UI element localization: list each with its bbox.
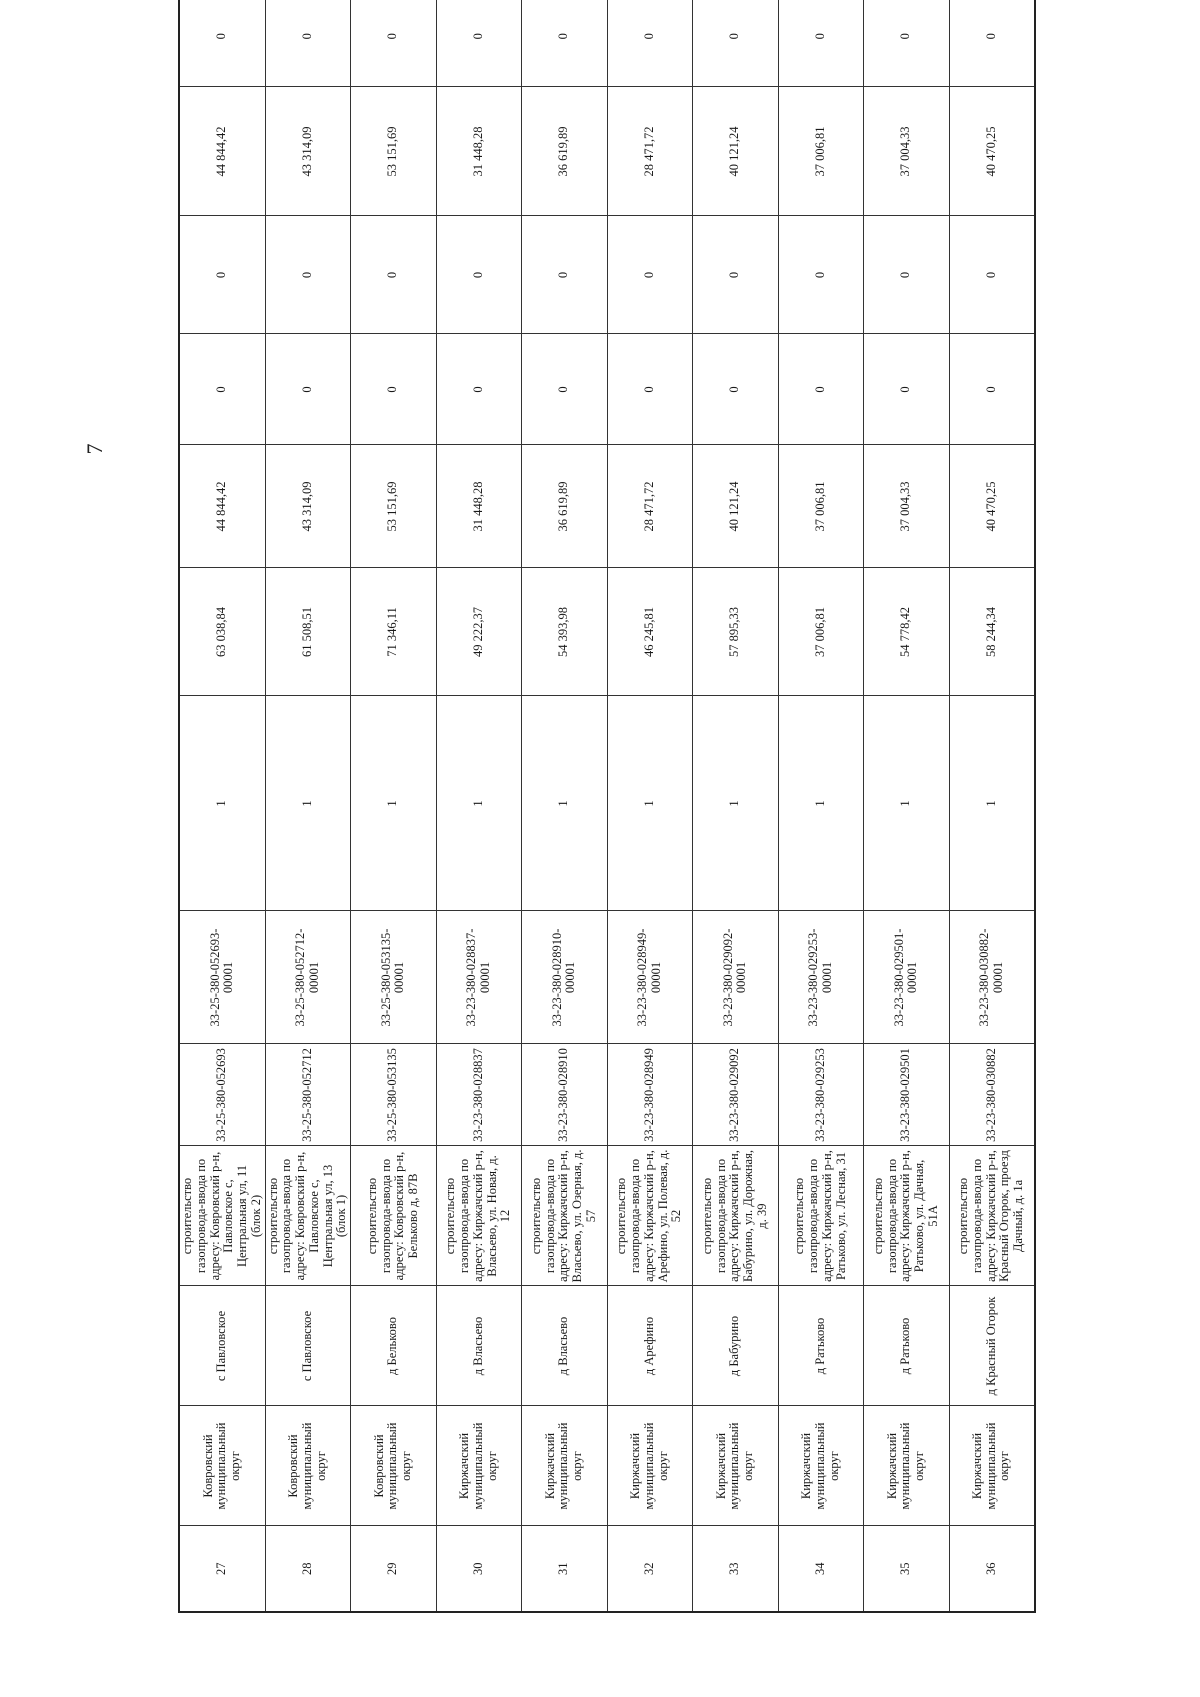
object-address: строительство газопровода-ввода по адресу: Ковровский р-н, Павловское с, Центральная ул, 11 (блок 2) (179, 1146, 265, 1286)
table-body (179, 0, 1035, 1612)
cadastral-id: 33-23-380-029092 (693, 1044, 779, 1146)
zero-value: 0 (436, 0, 522, 87)
zero-value: 0 (693, 216, 779, 334)
zero-value: 0 (778, 0, 864, 87)
district: Киржачский муниципальный округ (864, 1406, 950, 1526)
district: Киржачский муниципальный округ (522, 1406, 608, 1526)
cadastral-id: 33-23-380-029253 (778, 1044, 864, 1146)
cost-value: 36 619,89 (522, 445, 608, 568)
subsidy-value: 37 004,33 (864, 87, 950, 216)
object-address: строительство газопровода-ввода по адресу: Ковровский р-н, Бельково д, 87В (351, 1146, 437, 1286)
table-row (693, 0, 779, 1612)
district: Киржачский муниципальный округ (607, 1406, 693, 1526)
cadastral-id: 33-23-380-030882 (949, 1044, 1035, 1146)
cost-value: 37 006,81 (778, 445, 864, 568)
table-row (265, 0, 351, 1612)
quantity: 1 (693, 696, 779, 911)
quantity: 1 (522, 696, 608, 911)
object-id: 33-23-380-028837-00001 (436, 911, 522, 1044)
zero-value: 0 (864, 216, 950, 334)
zero-value: 0 (864, 0, 950, 87)
cadastral-id: 33-23-380-028837 (436, 1044, 522, 1146)
cost-value: 37 004,33 (864, 445, 950, 568)
cost-value: 53 151,69 (351, 445, 437, 568)
cadastral-id: 33-23-380-029501 (864, 1044, 950, 1146)
object-address: строительство газопровода-ввода по адресу: Киржачский р-н, Ратьково, ул. Дачная, 51А (864, 1146, 950, 1286)
zero-value: 0 (522, 216, 608, 334)
object-id: 33-25-380-052712-00001 (265, 911, 351, 1044)
subsidy-value: 53 151,69 (351, 87, 437, 216)
row-number: 30 (436, 1526, 522, 1612)
table-row (351, 0, 437, 1612)
zero-value: 0 (351, 0, 437, 87)
object-address: строительство газопровода-ввода по адресу: Киржачский р-н, Арефино, ул. Полевая, д. 52 (607, 1146, 693, 1286)
object-address: строительство газопровода-ввода по адресу: Киржачский р-н, Ратьково, ул. Лесная, 31 (778, 1146, 864, 1286)
subsidy-value: 31 448,28 (436, 87, 522, 216)
total-cost: 49 222,37 (436, 568, 522, 696)
object-address: строительство газопровода-ввода по адресу: Киржачский р-н, Власьево, ул. Новая, д. 12 (436, 1146, 522, 1286)
zero-value: 0 (693, 334, 779, 445)
row-number: 27 (179, 1526, 265, 1612)
quantity: 1 (778, 696, 864, 911)
zero-value: 0 (265, 216, 351, 334)
object-id: 33-25-380-053135-00001 (351, 911, 437, 1044)
object-id: 33-23-380-028910-00001 (522, 911, 608, 1044)
district: Киржачский муниципальный округ (949, 1406, 1035, 1526)
zero-value: 0 (351, 216, 437, 334)
settlement: с Павловское (179, 1286, 265, 1406)
quantity: 1 (949, 696, 1035, 911)
zero-value: 0 (522, 0, 608, 87)
settlement: д Красный Огорок (949, 1286, 1035, 1406)
district: Киржачский муниципальный округ (693, 1406, 779, 1526)
cost-value: 31 448,28 (436, 445, 522, 568)
object-address: строительство газопровода-ввода по адресу: Киржачский р-н, Красный Огорок, проезд Дачный, д. 1а (949, 1146, 1035, 1286)
row-number: 34 (778, 1526, 864, 1612)
row-number: 36 (949, 1526, 1035, 1612)
zero-value: 0 (436, 334, 522, 445)
total-cost: 37 006,81 (778, 568, 864, 696)
quantity: 1 (351, 696, 437, 911)
zero-value: 0 (265, 0, 351, 87)
total-cost: 46 245,81 (607, 568, 693, 696)
zero-value: 0 (179, 216, 265, 334)
subsidy-value: 37 006,81 (778, 87, 864, 216)
zero-value: 0 (179, 334, 265, 445)
total-cost: 71 346,11 (351, 568, 437, 696)
total-cost: 54 778,42 (864, 568, 950, 696)
district: Ковровский муниципальный округ (179, 1406, 265, 1526)
cadastral-id: 33-25-380-052693 (179, 1044, 265, 1146)
cadastral-id: 33-23-380-028949 (607, 1044, 693, 1146)
total-cost: 54 393,98 (522, 568, 608, 696)
quantity: 1 (436, 696, 522, 911)
object-id: 33-23-380-029501-00001 (864, 911, 950, 1044)
cadastral-id: 33-25-380-052712 (265, 1044, 351, 1146)
object-id: 33-23-380-030882-00001 (949, 911, 1035, 1044)
settlement: д Власьево (436, 1286, 522, 1406)
subsidy-value: 36 619,89 (522, 87, 608, 216)
zero-value: 0 (864, 334, 950, 445)
table-row (522, 0, 608, 1612)
total-cost: 58 244,34 (949, 568, 1035, 696)
object-id: 33-25-380-052693-00001 (179, 911, 265, 1044)
rotated-table-wrapper (178, 33, 1033, 1613)
object-address: строительство газопровода-ввода по адресу: Ковровский р-н, Павловское с, Центральная ул, 13 (блок 1) (265, 1146, 351, 1286)
table-row (179, 0, 265, 1612)
cost-value: 43 314,09 (265, 445, 351, 568)
quantity: 1 (265, 696, 351, 911)
total-cost: 61 508,51 (265, 568, 351, 696)
row-number: 32 (607, 1526, 693, 1612)
zero-value: 0 (607, 216, 693, 334)
district: Киржачский муниципальный округ (778, 1406, 864, 1526)
zero-value: 0 (949, 216, 1035, 334)
quantity: 1 (607, 696, 693, 911)
total-cost: 57 895,33 (693, 568, 779, 696)
zero-value: 0 (778, 334, 864, 445)
table-row (864, 0, 950, 1612)
settlement: д Власьево (522, 1286, 608, 1406)
zero-value: 0 (522, 334, 608, 445)
table-row (607, 0, 693, 1612)
zero-value: 0 (693, 0, 779, 87)
cost-value: 44 844,42 (179, 445, 265, 568)
total-cost: 63 038,84 (179, 568, 265, 696)
settlement: д Ратьково (864, 1286, 950, 1406)
zero-value: 0 (436, 216, 522, 334)
row-number: 28 (265, 1526, 351, 1612)
row-number: 31 (522, 1526, 608, 1612)
object-id: 33-23-380-028949-00001 (607, 911, 693, 1044)
subsidy-value: 28 471,72 (607, 87, 693, 216)
row-number: 33 (693, 1526, 779, 1612)
subsidy-value: 44 844,42 (179, 87, 265, 216)
zero-value: 0 (949, 334, 1035, 445)
cost-value: 40 121,24 (693, 445, 779, 568)
zero-value: 0 (607, 0, 693, 87)
settlement: с Павловское (265, 1286, 351, 1406)
object-id: 33-23-380-029092-00001 (693, 911, 779, 1044)
zero-value: 0 (607, 334, 693, 445)
table-row (949, 0, 1035, 1612)
row-number: 29 (351, 1526, 437, 1612)
subsidy-value: 40 470,25 (949, 87, 1035, 216)
zero-value: 0 (265, 334, 351, 445)
gas-pipeline-table (178, 0, 1036, 1613)
object-id: 33-23-380-029253-00001 (778, 911, 864, 1044)
zero-value: 0 (949, 0, 1035, 87)
table-row (778, 0, 864, 1612)
zero-value: 0 (179, 0, 265, 87)
object-address: строительство газопровода-ввода по адресу: Киржачский р-н, Бабурино, ул. Дорожная, д. 39 (693, 1146, 779, 1286)
district: Киржачский муниципальный округ (436, 1406, 522, 1526)
subsidy-value: 40 121,24 (693, 87, 779, 216)
cadastral-id: 33-25-380-053135 (351, 1044, 437, 1146)
district: Ковровский муниципальный округ (351, 1406, 437, 1526)
settlement: д Арефино (607, 1286, 693, 1406)
settlement: д Бельково (351, 1286, 437, 1406)
page-number: 7 (82, 443, 107, 455)
quantity: 1 (179, 696, 265, 911)
settlement: д Бабурино (693, 1286, 779, 1406)
cost-value: 40 470,25 (949, 445, 1035, 568)
table-row (436, 0, 522, 1612)
object-address: строительство газопровода-ввода по адресу: Киржачский р-н, Власьево, ул. Озерная, д. 57 (522, 1146, 608, 1286)
cadastral-id: 33-23-380-028910 (522, 1044, 608, 1146)
row-number: 35 (864, 1526, 950, 1612)
district: Ковровский муниципальный округ (265, 1406, 351, 1526)
cost-value: 28 471,72 (607, 445, 693, 568)
quantity: 1 (864, 696, 950, 911)
subsidy-value: 43 314,09 (265, 87, 351, 216)
zero-value: 0 (351, 334, 437, 445)
zero-value: 0 (778, 216, 864, 334)
settlement: д Ратьково (778, 1286, 864, 1406)
